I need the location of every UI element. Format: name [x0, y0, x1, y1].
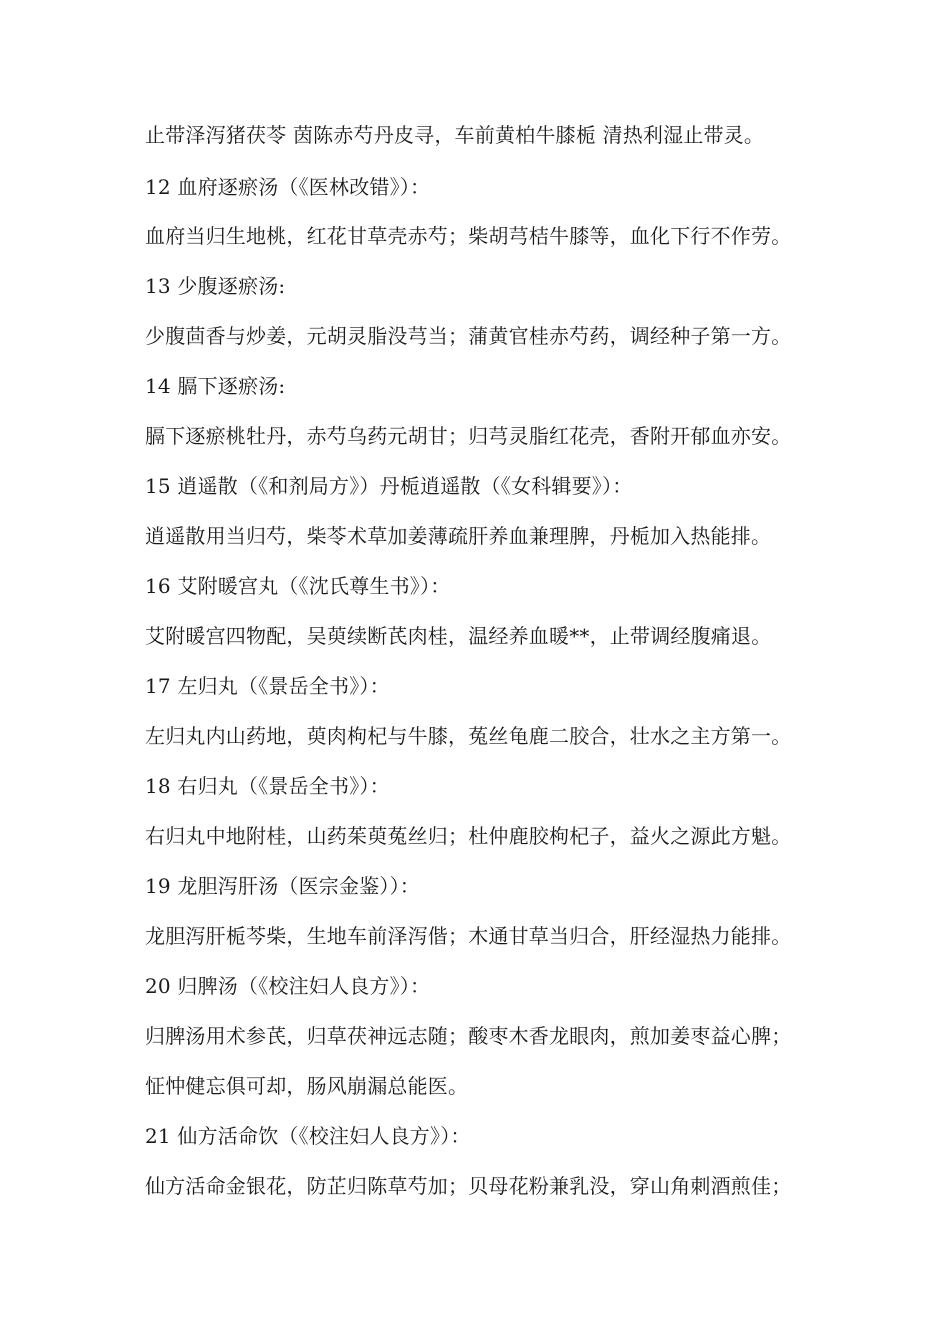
- heading-line: 21 仙方活命饮（《校注妇人良方》）：: [145, 1124, 471, 1148]
- heading-line: 15 逍遥散（《和剂局方》）丹栀逍遥散（《女科辑要》）：: [145, 474, 633, 498]
- heading-line: 18 右归丸（《景岳全书》）：: [145, 774, 390, 798]
- text-line: 龙胆泻肝栀芩柴，生地车前泽泻偕；木通甘草当归合，肝经湿热力能排。: [145, 924, 792, 948]
- heading-line: 12 血府逐瘀汤（《医林改错》）：: [145, 175, 431, 199]
- text-line: 左归丸内山药地，萸肉枸杞与牛膝，菟丝龟鹿二胶合，壮水之主方第一。: [145, 724, 792, 748]
- heading-line: 13 少腹逐瘀汤:: [145, 274, 286, 298]
- heading-line: 17 左归丸（《景岳全书》）：: [145, 674, 390, 698]
- heading-line: 16 艾附暖宫丸（《沈氏尊生书》）：: [145, 574, 451, 598]
- text-line: 归脾汤用术参芪，归草茯神远志随；酸枣木香龙眼肉，煎加姜枣益心脾；: [145, 1024, 792, 1048]
- heading-line: 20 归脾汤（《校注妇人良方》）：: [145, 974, 431, 998]
- text-line: 止带泽泻猪茯苓 茵陈赤芍丹皮寻，车前黄柏牛膝栀 清热利湿止带灵。: [145, 123, 765, 147]
- text-line: 少腹茴香与炒姜，元胡灵脂没芎当；蒲黄官桂赤芍药，调经种子第一方。: [145, 324, 792, 348]
- text-line: 膈下逐瘀桃牡丹，赤芍乌药元胡甘；归芎灵脂红花壳，香附开郁血亦安。: [145, 424, 792, 448]
- text-line: 血府当归生地桃，红花甘草壳赤芍；柴胡芎桔牛膝等，血化下行不作劳。: [145, 224, 792, 248]
- heading-line: 14 膈下逐瘀汤:: [145, 374, 286, 398]
- heading-line: 19 龙胆泻肝汤（医宗金鉴））：: [145, 874, 421, 898]
- text-line: 怔忡健忘俱可却，肠风崩漏总能医。: [145, 1074, 469, 1098]
- text-line: 仙方活命金银花，防芷归陈草芍加；贝母花粉兼乳没，穿山角刺酒煎佳；: [145, 1174, 792, 1198]
- text-line: 右归丸中地附桂，山药茱萸菟丝归；杜仲鹿胶枸杞子，益火之源此方魁。: [145, 824, 792, 848]
- text-line: 艾附暖宫四物配，吴萸续断芪肉桂，温经养血暖**，止带调经腹痛退。: [145, 624, 772, 648]
- text-line: 逍遥散用当归芍，柴苓术草加姜薄疏肝养血兼理脾，丹栀加入热能排。: [145, 524, 772, 548]
